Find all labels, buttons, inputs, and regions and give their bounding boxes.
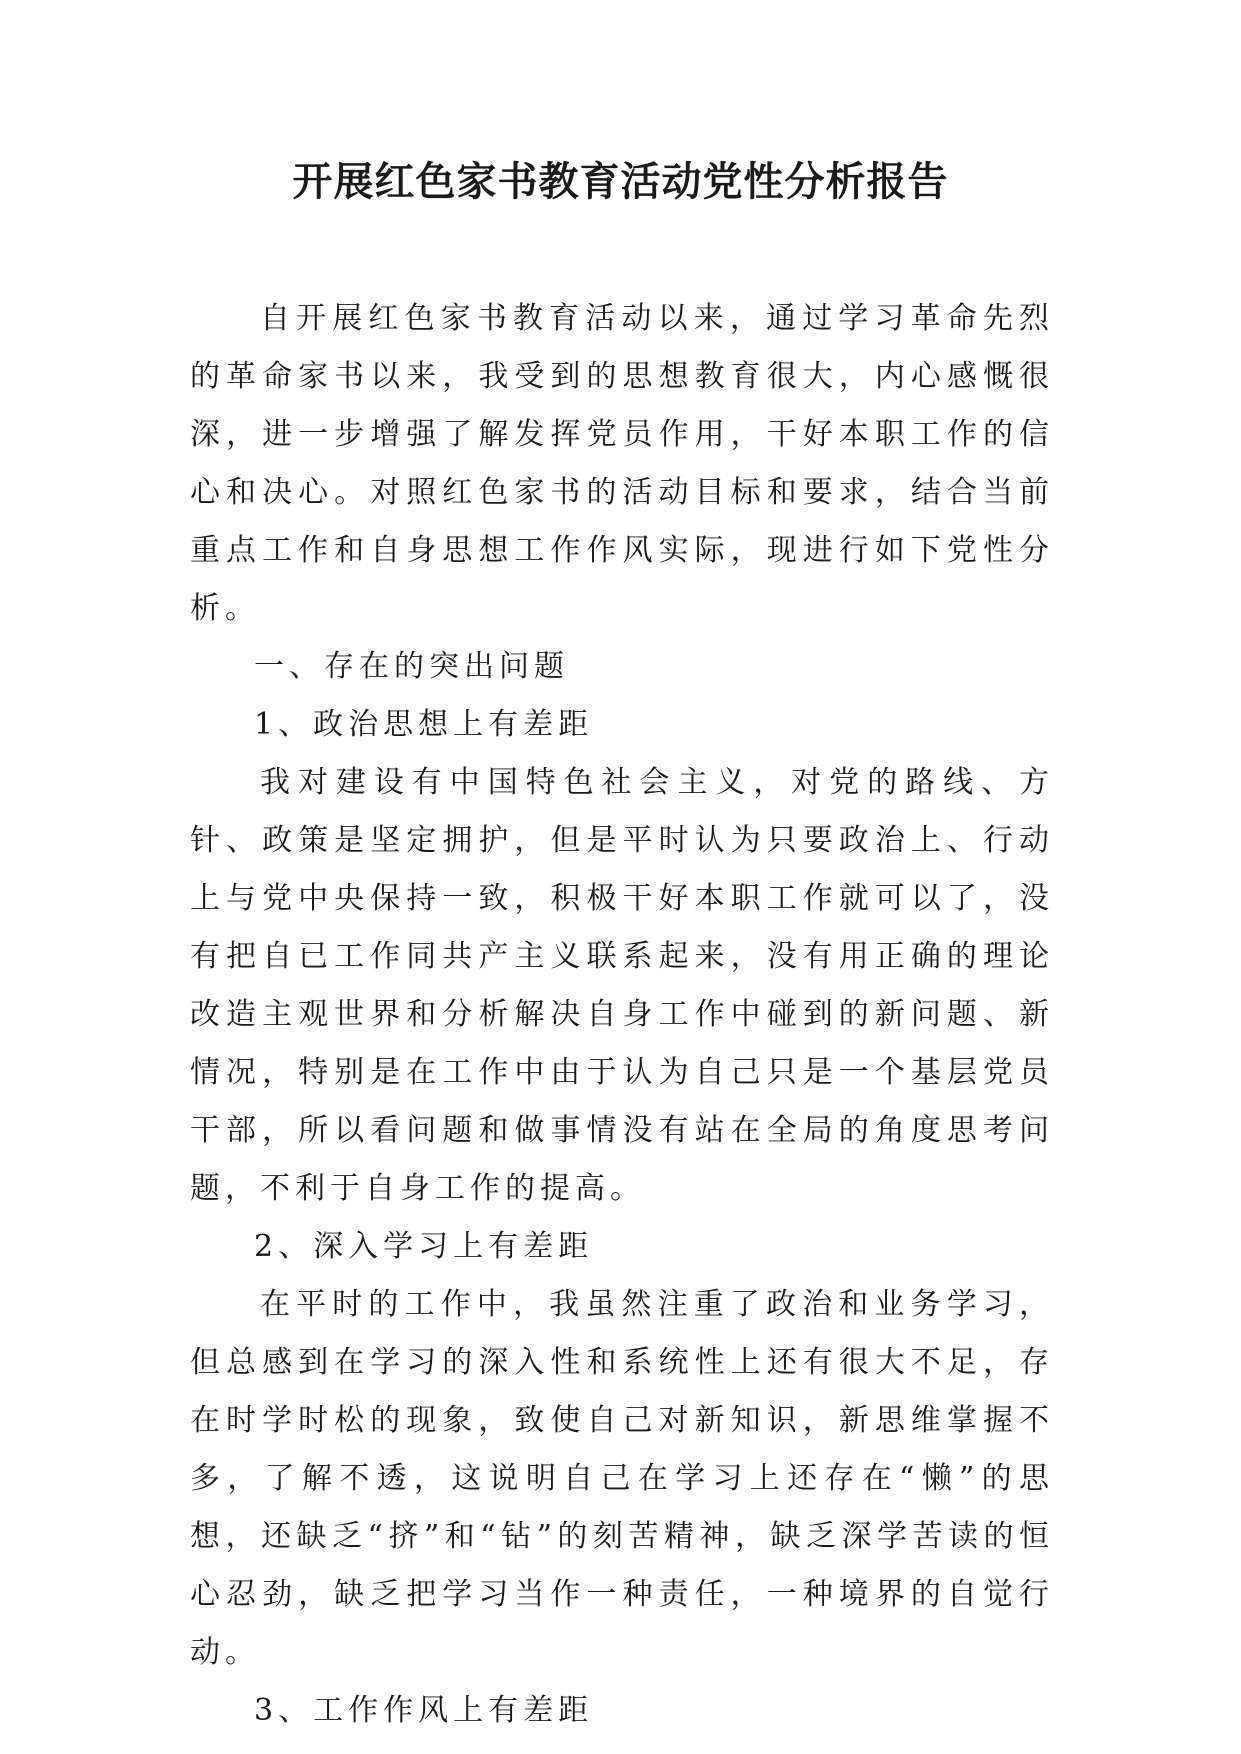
document-body: [190, 290, 1054, 1740]
document-title: 开展红色家书教育活动党性分析报告: [292, 159, 949, 205]
subheading-political-thought: 1、政治思想上有差距: [254, 707, 594, 742]
subheading-work-style: 3、工作作风上有差距: [254, 1693, 594, 1728]
paragraph-political-thought: 我对建设有中国特色社会主义，对党的路线、方针、政策是坚定拥护，但是平时认为只要政治上、行动上与党中央保持一致，积极干好本职工作就可以了，没有把自已工作同共产主义联系起来，没有用正确的理论改造主观世界和分析解决自身工作中碰到的新问题、新情况，特别是在工作中由于认为自己只是一个基层党员干部，所以看问题和做事情没有站在全局的角度思考问题，不利于自身工作的提高。: [190, 765, 1054, 1206]
section-heading-problems: 一、存在的突出问题: [254, 649, 569, 684]
subheading-in-depth-study: 2、深入学习上有差距: [254, 1229, 594, 1264]
intro-paragraph: 自开展红色家书教育活动以来，通过学习革命先烈的革命家书以来，我受到的思想教育很大，内心感慨很深，进一步增强了解发挥党员作用，干好本职工作的信心和决心。对照红色家书的活动目标和要求，结合当前重点工作和自身思想工作作风实际，现进行如下党性分析。: [190, 301, 1054, 626]
paragraph-in-depth-study: 在平时的工作中，我虽然注重了政治和业务学习，但总感到在学习的深入性和系统性上还有很大不足，存在时学时松的现象，致使自己对新知识，新思维掌握不多，了解不透，这说明自己在学习上还存在“懒”的思想，还缺乏“挤”和“钻”的刻苦精神，缺乏深学苦读的恒心忍劲，缺乏把学习当作一种责任，一种境界的自觉行动。: [190, 1287, 1054, 1670]
